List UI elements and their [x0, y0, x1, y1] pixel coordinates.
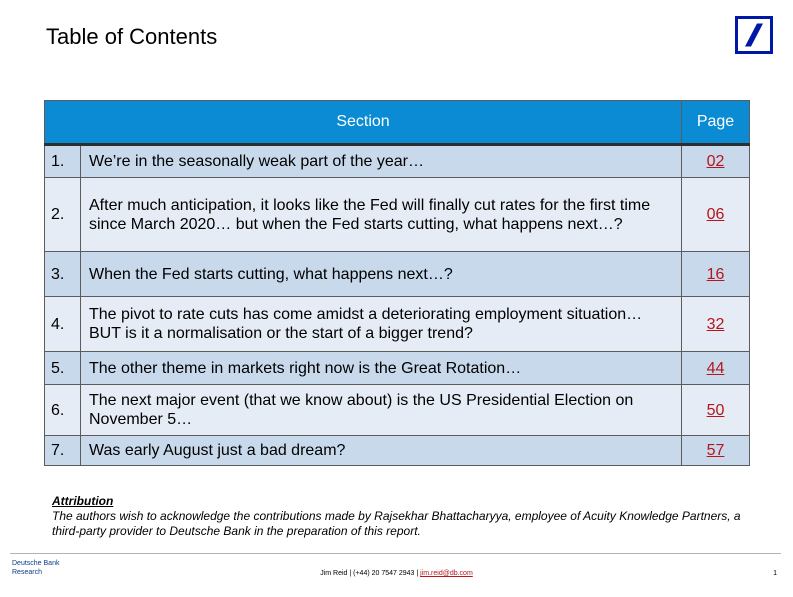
toc-header-row: [45, 101, 750, 145]
table-row: [45, 145, 750, 178]
row-number: 1.: [45, 145, 81, 178]
deutsche-bank-logo: [735, 16, 773, 54]
row-section-text: The next major event (that we know about) is the US Presidential Election on November 5…: [81, 385, 682, 436]
page-link[interactable]: 44: [706, 359, 725, 377]
page-title: Table of Contents: [46, 24, 218, 49]
attribution-heading: Attribution: [52, 494, 114, 508]
table-row: [45, 385, 750, 436]
attribution-text: The authors wish to acknowledge the contributions made by Rajsekhar Bhattacharyya, employee of Acuity Knowledge Partners, a third-party provider to Deutsche Bank in the preparation of this report.: [52, 509, 741, 538]
footer-divider: [10, 553, 781, 554]
page-link[interactable]: 02: [706, 153, 725, 170]
row-section-text: We’re in the seasonally weak part of the year…: [81, 145, 682, 178]
row-section-text: The pivot to rate cuts has come amidst a deteriorating employment situation… BUT is it a normalisation or the start of a bigger trend?: [81, 297, 682, 352]
attribution: [52, 494, 752, 539]
header-section: Section: [45, 101, 682, 145]
page-link[interactable]: 06: [706, 206, 725, 223]
brand-division: Research: [12, 569, 42, 576]
row-number: 3.: [45, 252, 81, 297]
page-number: 1: [773, 570, 777, 577]
row-number: 2.: [45, 178, 81, 252]
table-row: [45, 436, 750, 466]
row-section-text: The other theme in markets right now is the Great Rotation…: [81, 352, 682, 385]
row-section-text: When the Fed starts cutting, what happens next…?: [81, 252, 682, 297]
brand-name: Deutsche Bank: [12, 560, 60, 567]
page-link[interactable]: 57: [706, 442, 725, 459]
row-number: 6.: [45, 385, 81, 436]
header-page: Page: [682, 101, 750, 145]
row-section-text: Was early August just a bad dream?: [81, 436, 682, 466]
table-row: [45, 352, 750, 385]
row-number: 4.: [45, 297, 81, 352]
page-link[interactable]: 16: [706, 265, 725, 283]
footer-contact: [0, 570, 793, 577]
page-link[interactable]: 50: [706, 401, 725, 419]
row-number: 7.: [45, 436, 81, 466]
table-row: [45, 252, 750, 297]
row-number: 5.: [45, 352, 81, 385]
row-section-text: After much anticipation, it looks like the Fed will finally cut rates for the first time since March 2020… but when the Fed starts cutting, what happens next…?: [81, 178, 682, 252]
toc-table: [44, 100, 750, 466]
page-link[interactable]: 32: [706, 315, 725, 333]
table-row: [45, 178, 750, 252]
contact-text: Jim Reid | (+44) 20 7547 2943 |: [320, 570, 421, 577]
email-link[interactable]: jim.reid@db.com: [420, 570, 473, 577]
table-row: [45, 297, 750, 352]
